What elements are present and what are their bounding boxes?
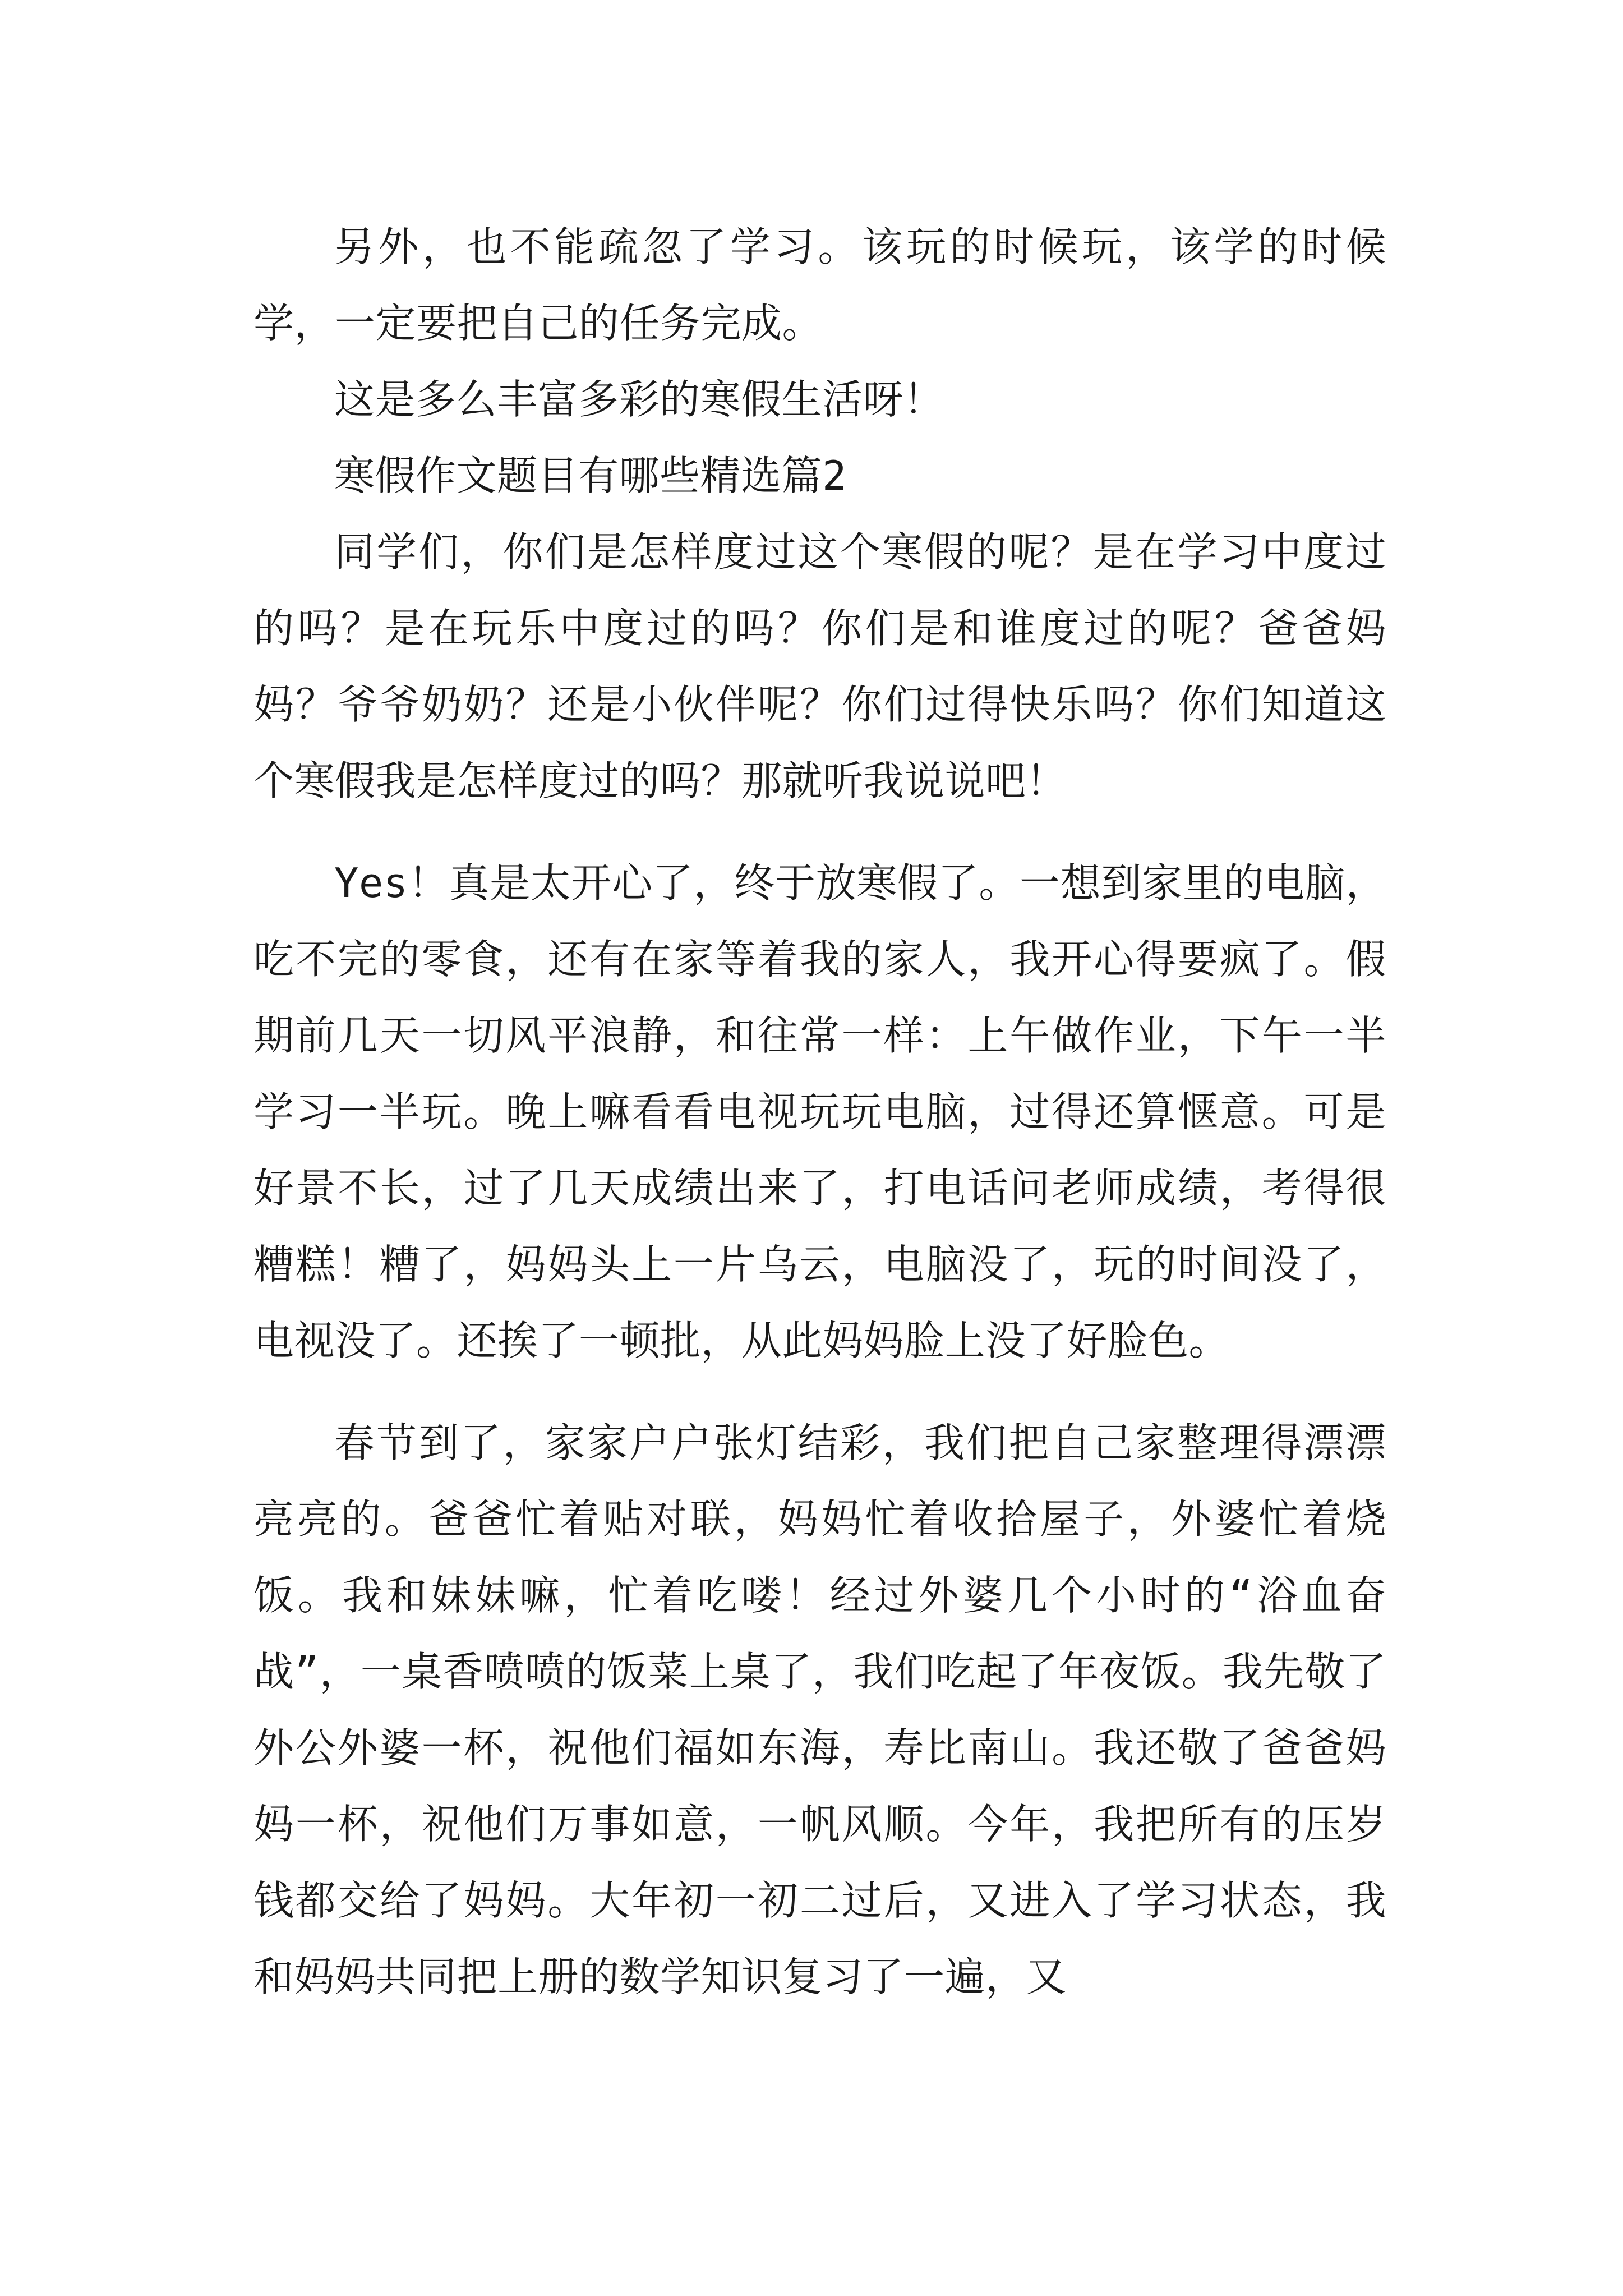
document-body: [253, 209, 1386, 2015]
paragraph-vacation-start: Yes！真是太开心了，终于放寒假了。一想到家里的电脑，吃不完的零食，还有在家等着我的家人，我开心得要疯了。假期前几天一切风平浪静，和往常一样：上午做作业，下午一半学习一半玩。晚上嘛看看电视玩玩电脑，过得还算惬意。可是好景不长，过了几天成绩出来了，打电话问老师成绩，考得很糟糕！糟了，妈妈头上一片乌云，电脑没了，玩的时间没了，电视没了。还挨了一顿批，从此妈妈脸上没了好脸色。: [253, 859, 1386, 1364]
section-heading: 寒假作文题目有哪些精选篇2: [334, 452, 847, 499]
paragraph-spring-festival: 春节到了，家家户户张灯结彩，我们把自己家整理得漂漂亮亮的。爸爸忙着贴对联，妈妈忙着收拾屋子，外婆忙着烧饭。我和妹妹嘛，忙着吃喽！经过外婆几个小时的“浴血奋战”，一桌香喷喷的饭菜上桌了，我们吃起了年夜饭。我先敬了外公外婆一杯，祝他们福如东海，寿比南山。我还敬了爸爸妈妈一杯，祝他们万事如意，一帆风顺。今年，我把所有的压岁钱都交给了妈妈。大年初一初二过后，又进入了学习状态，我和妈妈共同把上册的数学知识复习了一遍，又: [253, 1419, 1386, 2000]
paragraph-study-reminder: 另外，也不能疏忽了学习。该玩的时候玩，该学的时候学，一定要把自己的任务完成。: [253, 223, 1386, 347]
paragraph-winter-life: 这是多么丰富多彩的寒假生活呀！: [334, 376, 944, 423]
paragraph-questions: 同学们，你们是怎样度过这个寒假的呢？是在学习中度过的吗？是在玩乐中度过的吗？你们是和谁度过的呢？爸爸妈妈？爷爷奶奶？还是小伙伴呢？你们过得快乐吗？你们知道这个寒假我是怎样度过的吗？那就听我说说吧！: [253, 528, 1386, 804]
